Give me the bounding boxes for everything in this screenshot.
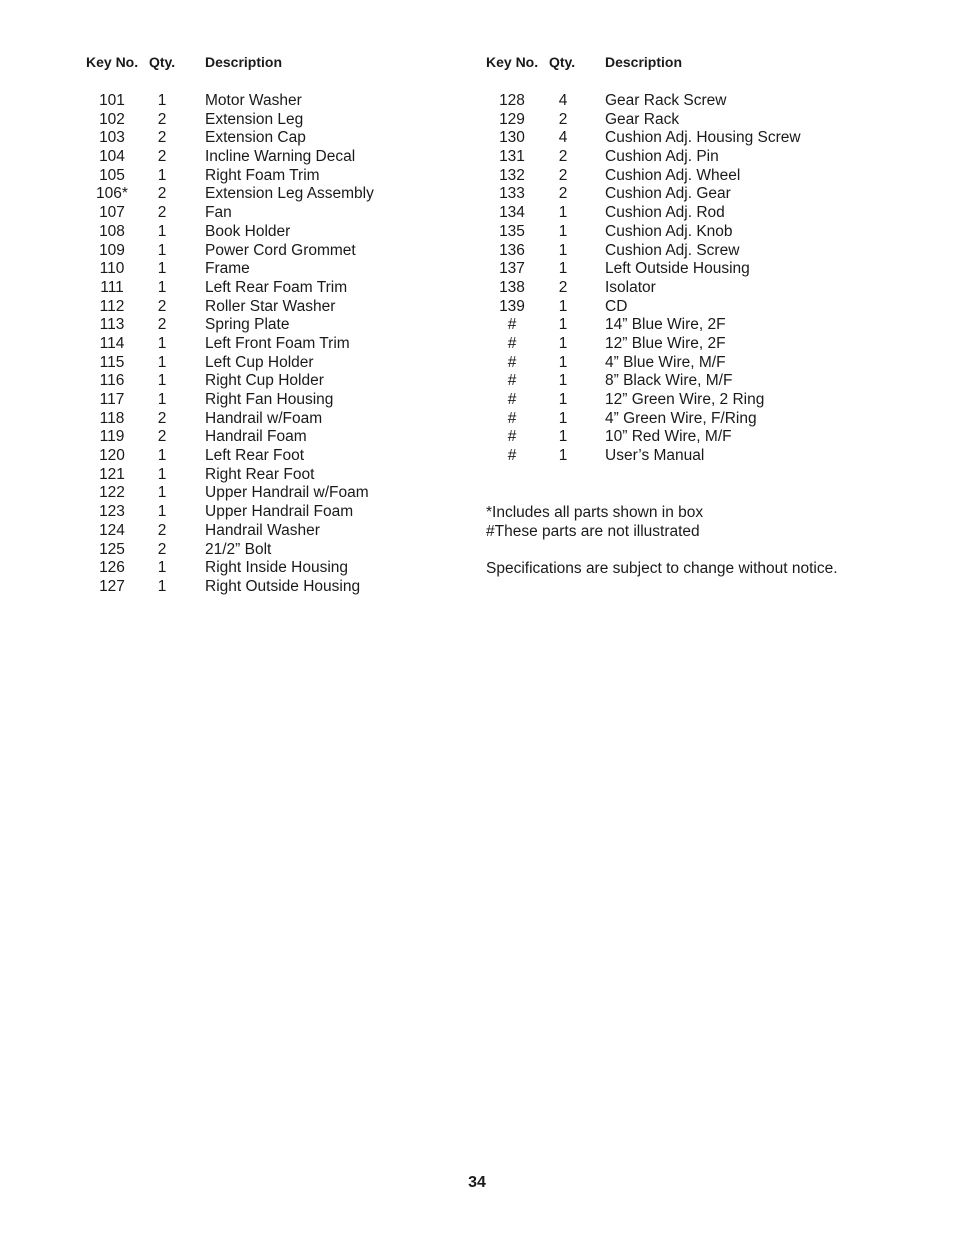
description-cell: Incline Warning Decal: [205, 148, 356, 166]
key-no-cell: 113: [99, 316, 125, 334]
key-no-cell: 116: [99, 372, 125, 390]
qty-cell: 2: [157, 428, 167, 446]
key-no-cell: 132: [499, 166, 525, 184]
description-cell: Upper Handrail Foam: [205, 503, 354, 521]
table-row: [86, 466, 466, 485]
qty-cell: 2: [558, 278, 568, 296]
table-row: [86, 242, 466, 261]
table-row: [486, 148, 906, 167]
qty-cell: 2: [558, 110, 568, 128]
table-row: [486, 242, 906, 261]
qty-cell: 1: [558, 428, 568, 446]
qty-cell: 2: [558, 148, 568, 166]
key-no-cell: 104: [99, 148, 125, 166]
qty-cell: 1: [558, 297, 568, 315]
description-cell: Handrail Foam: [205, 428, 307, 446]
key-no-cell: 108: [99, 222, 125, 240]
qty-cell: 2: [157, 297, 167, 315]
description-cell: 10” Red Wire, M/F: [605, 428, 732, 446]
table-row: [86, 484, 466, 503]
table-row: [86, 503, 466, 522]
key-no-cell: 126: [99, 559, 125, 577]
description-header: Description: [605, 54, 683, 70]
table-row: [486, 111, 906, 130]
table-row: [486, 223, 906, 242]
key-no-cell: 117: [99, 391, 125, 408]
table-row: [486, 391, 906, 410]
description-cell: Right Rear Foot: [205, 465, 315, 483]
description-cell: Gear Rack: [605, 110, 680, 128]
qty-cell: 1: [157, 241, 167, 259]
qty-cell: 1: [558, 316, 568, 334]
description-cell: Left Front Foam Trim: [205, 334, 350, 352]
description-cell: Left Rear Foam Trim: [205, 278, 348, 296]
description-cell: Fan: [205, 204, 232, 222]
description-cell: Right Fan Housing: [205, 391, 334, 408]
table-row: [486, 92, 906, 111]
key-no-cell: 134: [499, 204, 525, 222]
parts-list-header: [486, 52, 906, 76]
page-number: 34: [468, 1174, 486, 1191]
table-row: [86, 354, 466, 373]
table-row: [86, 578, 466, 597]
table-row: [86, 447, 466, 466]
table-row: [86, 391, 466, 410]
key-no-cell: 127: [99, 577, 125, 595]
description-cell: Cushion Adj. Gear: [605, 185, 731, 203]
key-no-cell: #: [507, 334, 517, 352]
qty-cell: 1: [157, 391, 167, 408]
parts-list-left-column: [86, 52, 466, 597]
key-no-cell: 111: [100, 278, 124, 296]
qty-cell: 1: [157, 577, 167, 595]
description-cell: Book Holder: [205, 222, 291, 240]
table-row: [86, 298, 466, 317]
key-no-cell: #: [507, 372, 517, 390]
description-header: Description: [205, 54, 283, 70]
key-no-cell: 118: [99, 409, 125, 427]
table-row: [86, 410, 466, 429]
description-cell: Cushion Adj. Pin: [605, 148, 719, 166]
table-row: [86, 148, 466, 167]
qty-cell: 1: [558, 222, 568, 240]
table-row: [486, 316, 906, 335]
qty-cell: 1: [157, 465, 167, 483]
description-cell: Motor Washer: [205, 92, 302, 109]
qty-cell: 1: [157, 559, 167, 577]
table-row: [86, 522, 466, 541]
table-row: [86, 167, 466, 186]
description-cell: Right Foam Trim: [205, 166, 320, 184]
key-no-cell: #: [507, 447, 517, 465]
table-row: [486, 428, 906, 447]
key-no-cell: 110: [99, 260, 125, 278]
key-no-cell: #: [507, 316, 517, 334]
key-no-cell: 122: [99, 484, 125, 502]
qty-cell: 1: [157, 372, 167, 390]
description-cell: Spring Plate: [205, 316, 290, 334]
key-no-cell: 115: [99, 353, 125, 371]
table-row: [86, 372, 466, 391]
key-no-cell: 121: [99, 465, 125, 483]
parts-list-right-rows: [486, 92, 906, 466]
table-row: [86, 223, 466, 242]
specifications-note: Specifications are subject to change without notice.: [486, 560, 838, 577]
key-no-cell: 124: [99, 521, 125, 539]
description-cell: Roller Star Washer: [205, 297, 336, 315]
qty-cell: 1: [157, 334, 167, 352]
key-no-cell: 107: [99, 204, 125, 222]
qty-cell: 1: [157, 222, 167, 240]
qty-cell: 1: [558, 391, 568, 408]
qty-cell: 2: [157, 129, 167, 147]
key-no-cell: 131: [499, 148, 525, 166]
qty-cell: 1: [157, 166, 167, 184]
parts-list-right-column: [486, 52, 906, 466]
description-cell: Right Outside Housing: [205, 577, 361, 595]
key-no-cell: 139: [499, 297, 525, 315]
description-cell: 12” Blue Wire, 2F: [605, 334, 726, 352]
description-cell: Handrail Washer: [205, 521, 320, 539]
table-row: [86, 541, 466, 560]
description-cell: 14” Blue Wire, 2F: [605, 316, 726, 334]
table-row: [86, 204, 466, 223]
table-row: [486, 354, 906, 373]
key-no-cell: 109: [99, 241, 125, 259]
qty-cell: 1: [157, 503, 167, 521]
key-no-cell: #: [507, 428, 517, 446]
key-no-cell: 112: [99, 297, 125, 315]
description-cell: Extension Leg Assembly: [205, 185, 374, 203]
qty-cell: 2: [157, 540, 167, 558]
description-cell: Handrail w/Foam: [205, 409, 323, 427]
qty-cell: 1: [558, 241, 568, 259]
qty-cell: 4: [558, 92, 568, 109]
table-row: [86, 335, 466, 354]
qty-cell: 1: [157, 260, 167, 278]
key-no-cell: 102: [99, 110, 125, 128]
qty-cell: 1: [157, 484, 167, 502]
not-illustrated-note: #These parts are not illustrated: [486, 523, 700, 540]
description-cell: Cushion Adj. Housing Screw: [605, 129, 801, 147]
qty-cell: 2: [157, 148, 167, 166]
table-row: [86, 129, 466, 148]
description-cell: User’s Manual: [605, 447, 705, 465]
description-cell: Cushion Adj. Wheel: [605, 166, 741, 184]
key-no-cell: 129: [499, 110, 525, 128]
table-row: [86, 559, 466, 578]
table-row: [486, 279, 906, 298]
qty-cell: 1: [558, 409, 568, 427]
table-row: [486, 410, 906, 429]
key-no-cell: 136: [499, 241, 525, 259]
key-no-header: Key No.: [486, 54, 539, 70]
table-row: [486, 185, 906, 204]
key-no-cell: 130: [499, 129, 525, 147]
description-cell: Left Outside Housing: [605, 260, 750, 278]
description-cell: Extension Leg: [205, 110, 304, 128]
table-row: [86, 92, 466, 111]
description-cell: Isolator: [605, 278, 656, 296]
key-no-cell: 105: [99, 166, 125, 184]
table-row: [486, 372, 906, 391]
qty-cell: 2: [157, 110, 167, 128]
qty-cell: 4: [558, 129, 568, 147]
description-cell: 21/2” Bolt: [205, 540, 272, 558]
includes-note: *Includes all parts shown in box: [486, 504, 704, 521]
table-row: [486, 167, 906, 186]
description-cell: Power Cord Grommet: [205, 241, 356, 259]
table-row: [86, 260, 466, 279]
qty-header: Qty.: [149, 54, 176, 70]
qty-cell: 1: [558, 334, 568, 352]
table-row: [86, 279, 466, 298]
description-cell: Cushion Adj. Screw: [605, 241, 740, 259]
description-cell: Left Rear Foot: [205, 447, 305, 465]
key-no-cell: 135: [499, 222, 525, 240]
table-row: [486, 298, 906, 317]
qty-cell: 1: [558, 447, 568, 465]
description-cell: Cushion Adj. Knob: [605, 222, 733, 240]
qty-cell: 1: [558, 372, 568, 390]
description-cell: Gear Rack Screw: [605, 92, 727, 109]
description-cell: 12” Green Wire, 2 Ring: [605, 391, 765, 408]
description-cell: 4” Blue Wire, M/F: [605, 353, 726, 371]
key-no-cell: 137: [499, 260, 525, 278]
description-cell: Frame: [205, 260, 250, 278]
qty-cell: 1: [558, 204, 568, 222]
description-cell: Upper Handrail w/Foam: [205, 484, 369, 502]
qty-cell: 1: [558, 353, 568, 371]
key-no-header: Key No.: [86, 54, 139, 70]
key-no-cell: 103: [99, 129, 125, 147]
key-no-cell: #: [507, 391, 517, 408]
key-no-cell: 114: [99, 334, 125, 352]
table-row: [486, 335, 906, 354]
key-no-cell: 119: [99, 428, 125, 446]
table-row: [86, 316, 466, 335]
key-no-cell: 138: [499, 278, 525, 296]
qty-cell: 1: [157, 353, 167, 371]
qty-cell: 2: [157, 316, 167, 334]
table-row: [486, 260, 906, 279]
description-cell: Extension Cap: [205, 129, 306, 147]
key-no-cell: #: [507, 409, 517, 427]
key-no-cell: 120: [99, 447, 125, 465]
qty-cell: 2: [157, 185, 167, 203]
qty-cell: 2: [157, 204, 167, 222]
qty-cell: 1: [157, 278, 167, 296]
description-cell: Right Cup Holder: [205, 372, 324, 390]
qty-cell: 2: [157, 409, 167, 427]
table-row: [486, 204, 906, 223]
qty-cell: 2: [558, 185, 568, 203]
description-cell: Left Cup Holder: [205, 353, 314, 371]
key-no-cell: 128: [499, 92, 525, 109]
qty-cell: 2: [157, 521, 167, 539]
table-row: [86, 111, 466, 130]
description-cell: 4” Green Wire, F/Ring: [605, 409, 757, 427]
parts-list-left-rows: [86, 92, 466, 597]
description-cell: Cushion Adj. Rod: [605, 204, 725, 222]
table-row: [86, 428, 466, 447]
qty-cell: 1: [157, 447, 167, 465]
description-cell: CD: [605, 297, 628, 315]
key-no-cell: 125: [99, 540, 125, 558]
key-no-cell: 123: [99, 503, 125, 521]
table-row: [486, 447, 906, 466]
table-row: [486, 129, 906, 148]
qty-cell: 1: [157, 92, 167, 109]
description-cell: 8” Black Wire, M/F: [605, 372, 733, 390]
key-no-cell: 106*: [96, 185, 128, 203]
key-no-cell: #: [507, 353, 517, 371]
qty-cell: 2: [558, 166, 568, 184]
description-cell: Right Inside Housing: [205, 559, 349, 577]
parts-list-header: [86, 52, 466, 76]
key-no-cell: 133: [499, 185, 525, 203]
qty-header: Qty.: [549, 54, 576, 70]
key-no-cell: 101: [99, 92, 125, 109]
qty-cell: 1: [558, 260, 568, 278]
table-row: [86, 185, 466, 204]
